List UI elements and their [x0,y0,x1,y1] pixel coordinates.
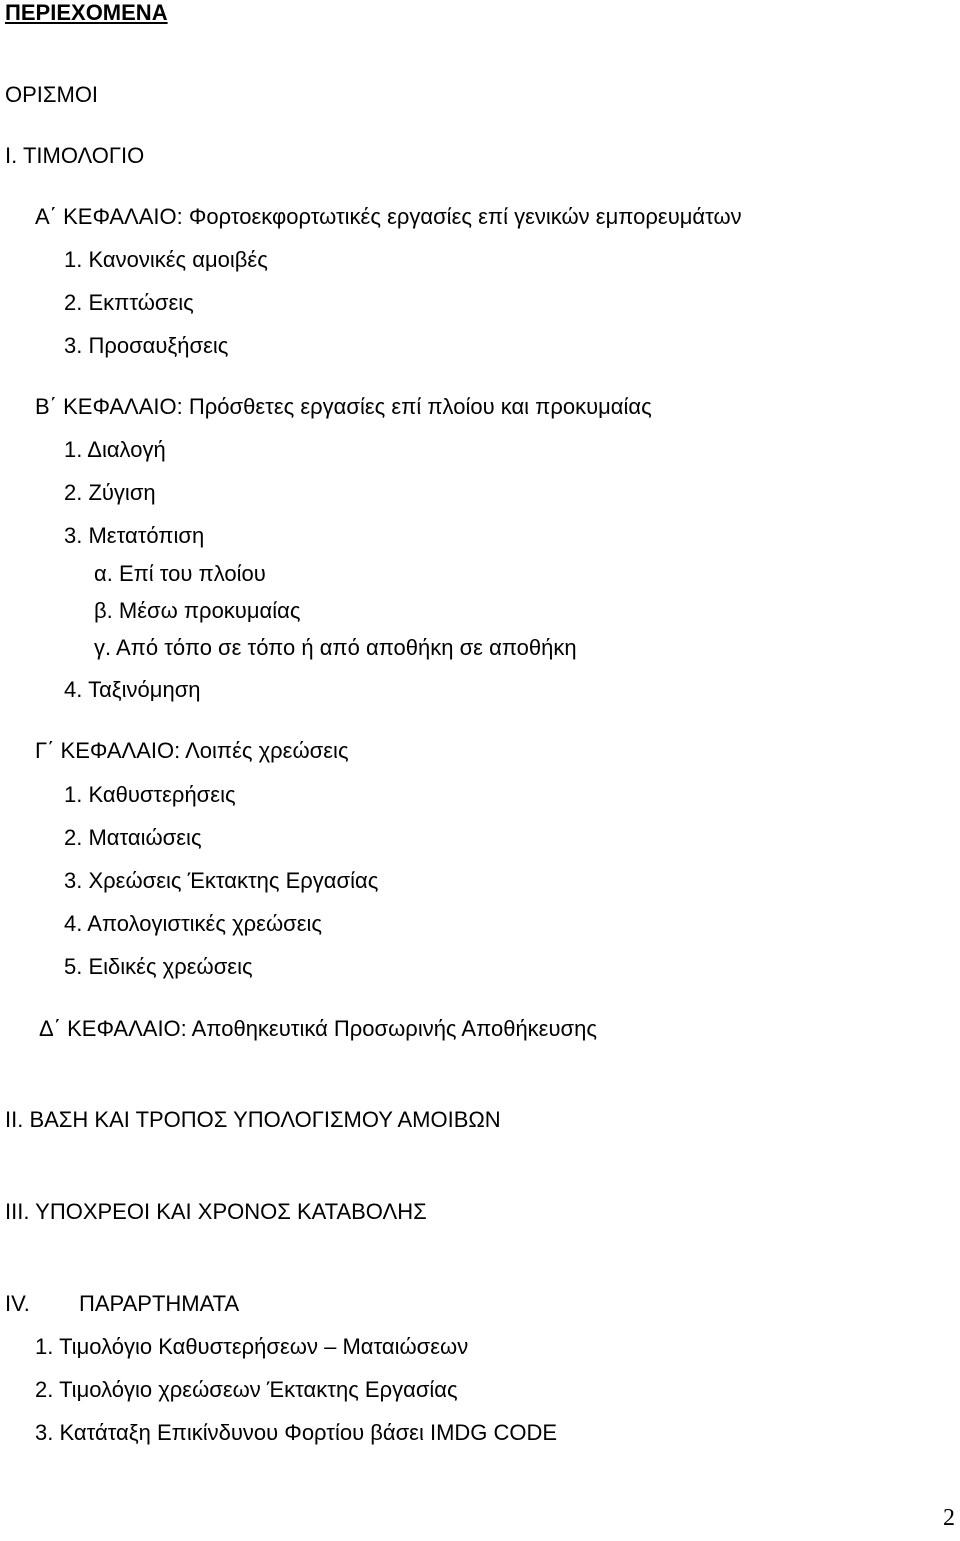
appendix-item: 1. Τιμολόγιο Καθυστερήσεων – Ματαιώσεων [35,1334,469,1359]
appendix-item: 2. Τιμολόγιο χρεώσεων Έκτακτης Εργασίας [35,1377,458,1402]
chapter-c-item: 2. Ματαιώσεις [64,825,202,850]
chapter-a-item: 3. Προσαυξήσεις [64,333,229,358]
chapter-b-subitem: β. Μέσω προκυμαίας [94,598,301,623]
toc-section-4-numeral: ΙV. [5,1291,30,1316]
chapter-d-heading: Δ΄ ΚΕΦΑΛΑΙΟ: Αποθηκευτικά Προσωρινής Αποθήκευσης [39,1016,597,1041]
page-number: 2 [943,1505,955,1531]
chapter-b-item: 4. Ταξινόμηση [64,677,201,702]
chapter-c-heading: Γ΄ ΚΕΦΑΛΑΙΟ: Λοιπές χρεώσεις [35,738,349,763]
toc-title: ΠΕΡΙΕΧΟΜΕΝΑ [5,0,168,25]
toc-section-4-heading: ΠΑΡΑΡΤΗΜΑΤΑ [79,1291,240,1316]
chapter-c-item: 3. Χρεώσεις Έκτακτης Εργασίας [64,868,379,893]
chapter-c-item: 4. Απολογιστικές χρεώσεις [64,911,322,936]
chapter-c-item: 5. Ειδικές χρεώσεις [64,954,253,979]
chapter-a-item: 1. Κανονικές αμοιβές [64,247,268,272]
toc-definitions: ΟΡΙΣΜΟΙ [5,82,99,107]
chapter-b-heading: Β΄ ΚΕΦΑΛΑΙΟ: Πρόσθετες εργασίες επί πλοίου και προκυμαίας [35,394,652,419]
chapter-b-subitem: γ. Από τόπο σε τόπο ή από αποθήκη σε αποθήκη [94,635,577,660]
toc-section-1: Ι. ΤΙΜΟΛΟΓΙΟ [5,143,145,168]
chapter-b-item: 3. Μετατόπιση [64,523,205,548]
chapter-a-item: 2. Εκπτώσεις [64,290,194,315]
toc-section-3: ΙΙΙ. ΥΠΟΧΡΕΟΙ ΚΑΙ ΧΡΟΝΟΣ ΚΑΤΑΒΟΛΗΣ [5,1199,427,1224]
chapter-a-heading: Α΄ ΚΕΦΑΛΑΙΟ: Φορτοεκφορτωτικές εργασίες επί γενικών εμπορευμάτων [35,204,742,229]
chapter-c-item: 1. Καθυστερήσεις [64,782,236,807]
appendix-item: 3. Κατάταξη Επικίνδυνου Φορτίου βάσει IMDG CODE [35,1420,558,1445]
chapter-b-item: 2. Ζύγιση [64,480,156,505]
chapter-b-subitem: α. Επί του πλοίου [94,561,266,586]
toc-section-2: ΙΙ. ΒΑΣΗ ΚΑΙ ΤΡΟΠΟΣ ΥΠΟΛΟΓΙΣΜΟΥ ΑΜΟΙΒΩΝ [5,1107,501,1132]
chapter-b-item: 1. Διαλογή [64,437,166,462]
